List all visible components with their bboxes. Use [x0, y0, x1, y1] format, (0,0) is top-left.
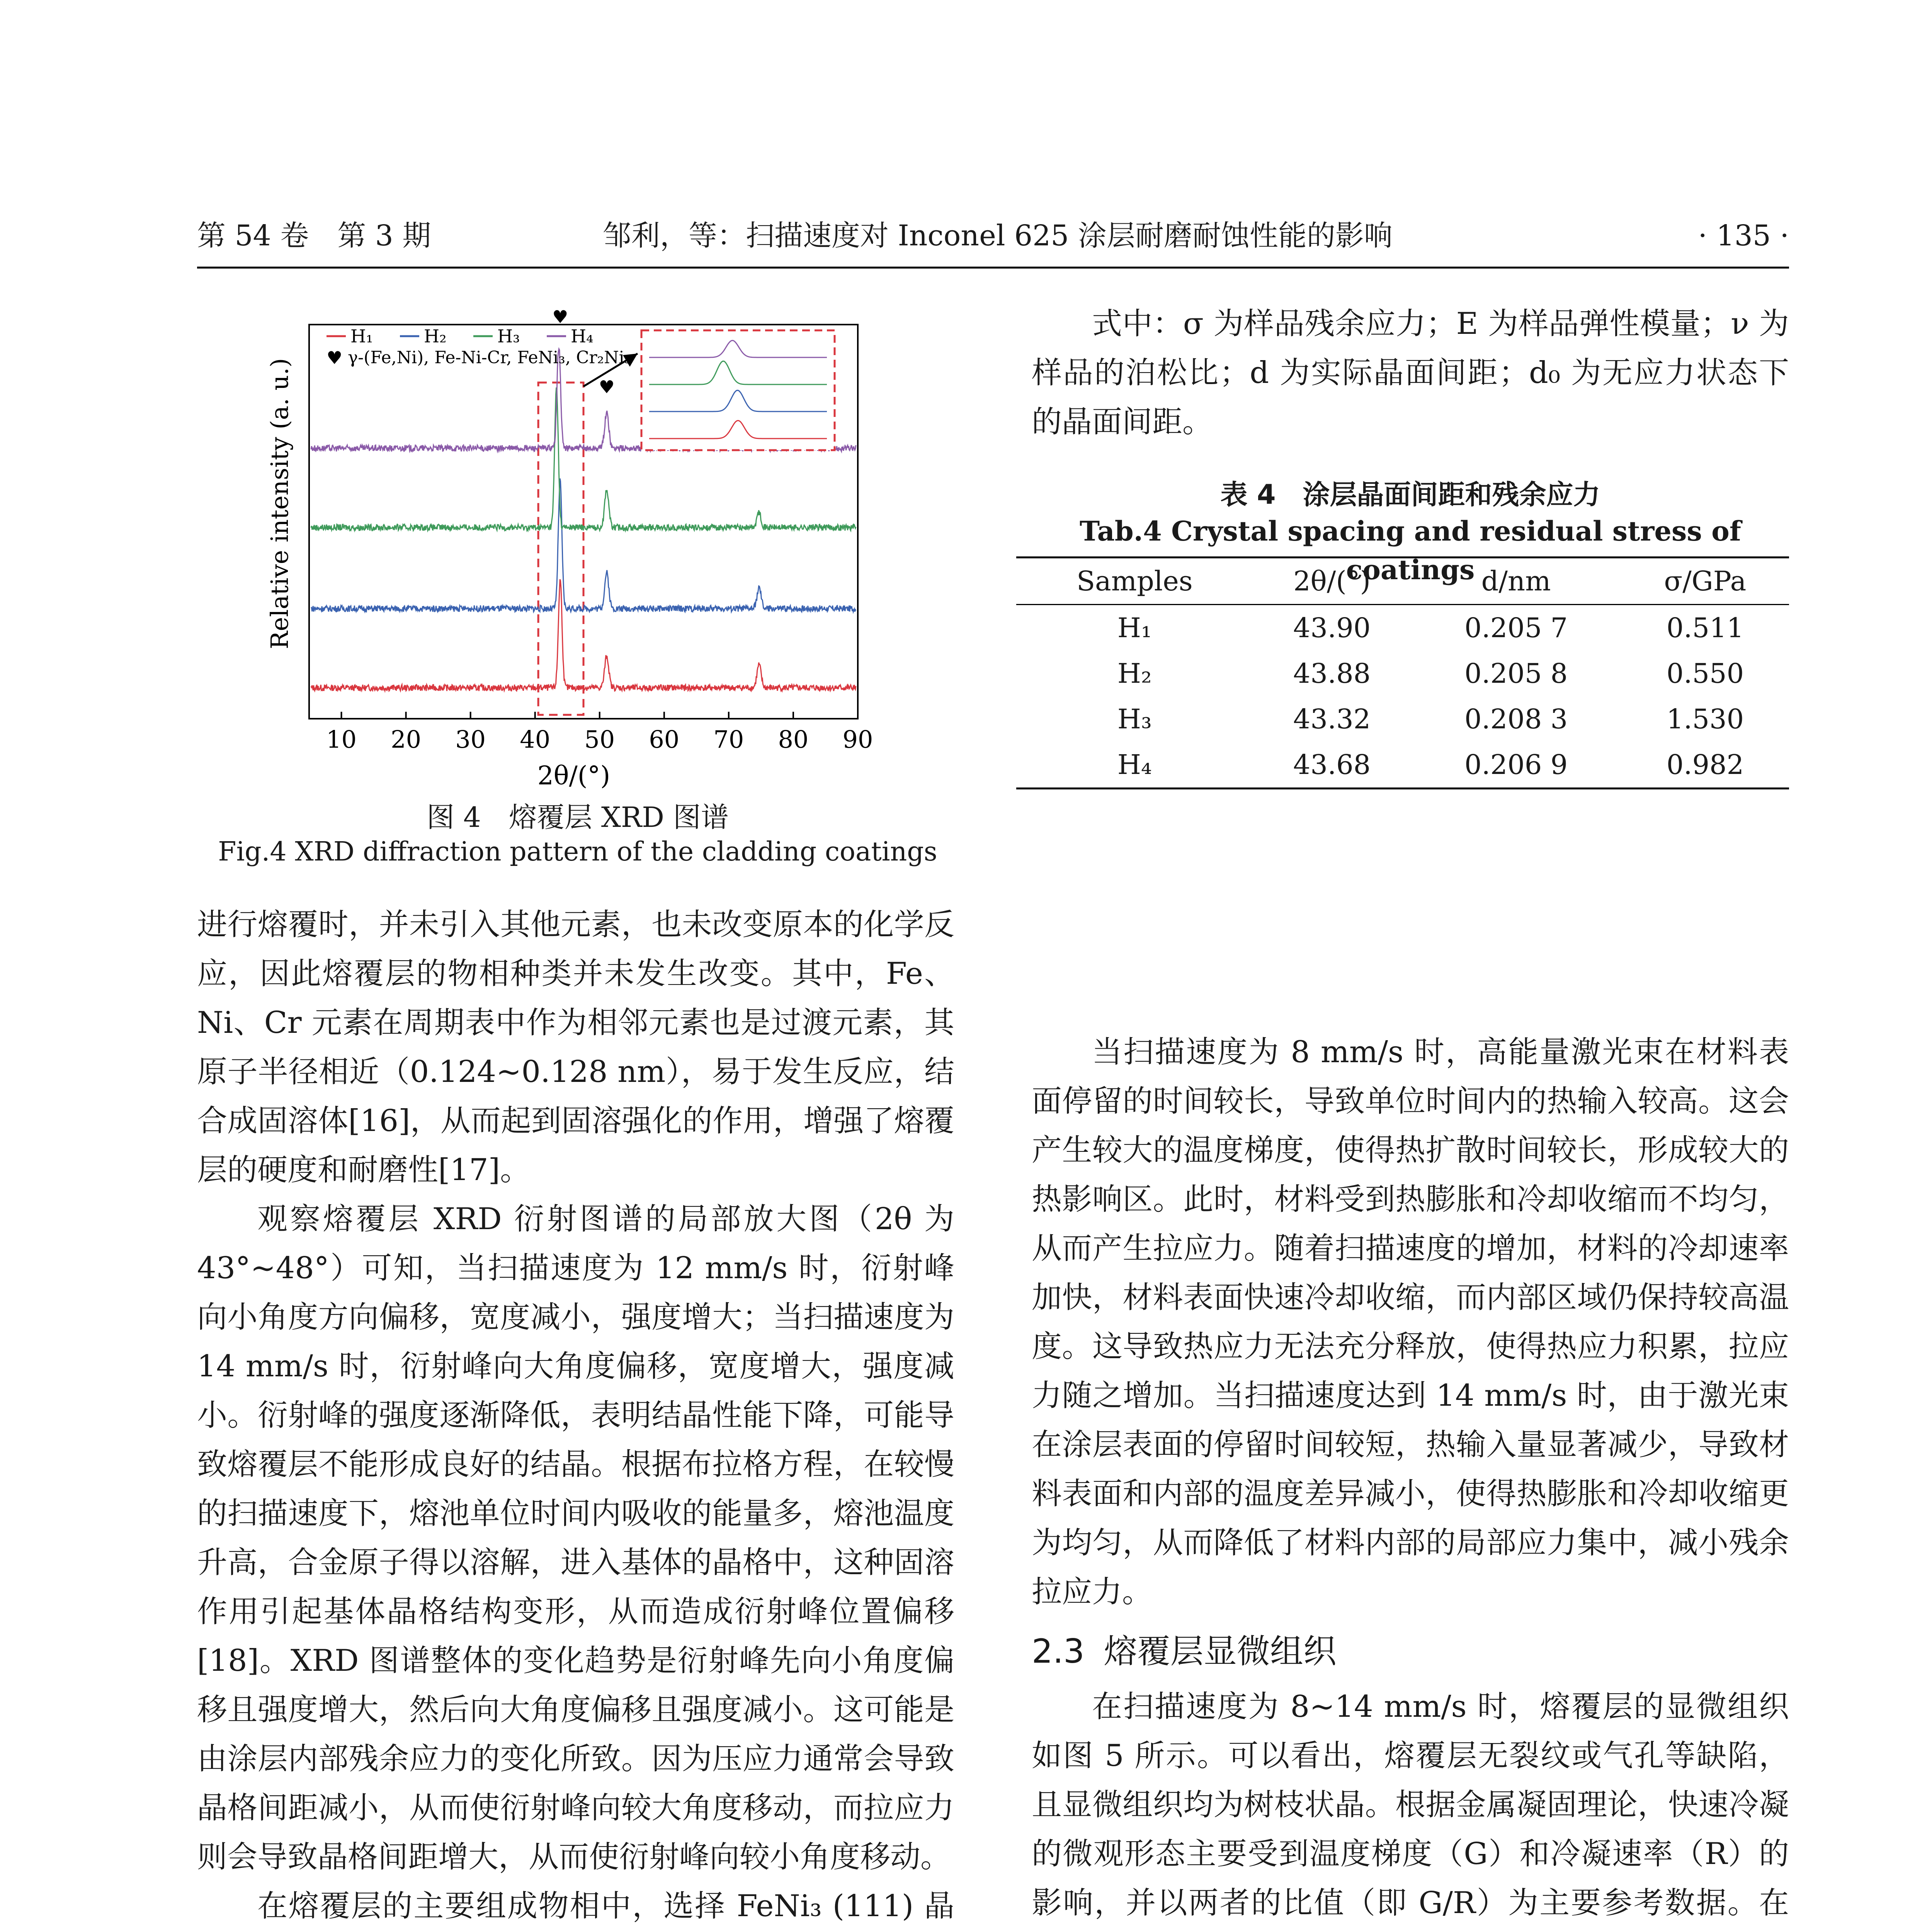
table-cell: 0.208 3	[1464, 703, 1568, 735]
table-cell: H₃	[1117, 703, 1152, 735]
left-column	[197, 900, 954, 1932]
table-title-en: Tab.4 Crystal spacing and residual stress of coatings	[1080, 515, 1741, 586]
paragraph: 在扫描速度为 8~14 mm/s 时，熔覆层的显微组织如图 5 所示。可以看出，熔覆层无裂纹或气孔等缺陷，且显微组织均为树枝状晶。根据金属凝固理论，快速冷凝的微观形态主要受到温度梯度（G）和冷凝速率（R）的影响，并以两者的比值（即 G/R）为主要参考数据。在	[1032, 1689, 1789, 1920]
marker-legend-label: γ-(Fe,Ni), Fe-Ni-Cr, FeNi₃, Cr₂Ni₃	[348, 348, 631, 367]
paragraph: 式中：σ 为样品残余应力；E 为样品弹性模量；ν 为样品的泊松比；d 为实际晶面间距；d₀ 为无应力状态下的晶面间距。	[1032, 306, 1789, 439]
table-cell: 0.205 7	[1464, 612, 1568, 644]
results-table	[1016, 556, 1789, 789]
peak-marker: ♥	[552, 306, 568, 327]
paragraph: 当扫描速度为 8 mm/s 时，高能量激光束在材料表面停留的时间较长，导致单位时间内的热输入较高。这会产生较大的温度梯度，使得热扩散时间较长，形成较大的热影响区。此时，材料受到热膨胀和冷却收缩而不均匀，从而产生拉应力。随着扫描速度的增加，材料的冷却速率加快，材料表面快速冷却收缩，而内部区域仍保持较高温度。这导致热应力无法充分释放，使得热应力积累，拉应力随之增加。当扫描速度达到 14 mm/s 时，由于激光束在涂层表面的停留时间较短，热输入量显著减少，导致材料表面和内部的温度差异减小，使得热膨胀和冷却收缩更为均匀，从而降低了材料内部的局部应力集中，减小残余拉应力。	[1032, 1035, 1789, 1609]
marker-legend-icon: ♥	[327, 347, 343, 368]
plot-area	[309, 306, 873, 753]
section-heading	[1032, 1621, 1789, 1682]
paragraph: 在熔覆层的主要组成物相中，选择 FeNi₃ (111) 晶	[257, 1889, 954, 1923]
legend	[327, 326, 594, 347]
peak-marker: ♥	[599, 376, 615, 398]
journal-volume: 第 54 卷 第 3 期	[197, 219, 431, 252]
figure-caption-en: Fig.4 XRD diffraction pattern of the cladding coatings	[218, 837, 937, 867]
page-number: · 135 ·	[1698, 219, 1789, 252]
x-tick-label: 90	[842, 725, 873, 753]
x-tick-label: 30	[455, 725, 486, 753]
x-tick-label: 70	[713, 725, 744, 753]
paragraph: 观察熔覆层 XRD 衍射图谱的局部放大图（2θ 为 43°~48°）可知，当扫描速度为 12 mm/s 时，衍射峰向小角度方向偏移，宽度减小，强度增大；当扫描速度为 14 mm/s 时，衍射峰向大角度偏移，宽度增大，强度减小。衍射峰的强度逐渐降低，表明结晶性能下降，可能导致熔覆层不能形成良好的结晶。根据布拉格方程，在较慢的扫描速度下，熔池单位时间内吸收的能量多，熔池温度升高，合金原子得以溶解，进入基体的晶格中，这种固溶作用引起基体晶格结构变形，从而造成衍射峰位置偏移[18]。XRD 图谱整体的变化趋势是衍射峰先向小角度偏移且强度增大，然后向大角度偏移且强度减小。这可能是由涂层内部残余应力的变化所致。因为压应力通常会导致晶格间距减小，从而使衍射峰向较大角度移动，而拉应力则会导致晶格间距增大，从而使衍射峰向较小角度移动。	[197, 1202, 954, 1874]
table-header-row	[1016, 558, 1789, 605]
legend-label: H₃	[497, 326, 520, 347]
section-title: 熔覆层显微组织	[1104, 1632, 1337, 1671]
table-cell: 0.206 9	[1411, 742, 1621, 789]
table-cell: 0.511	[1666, 612, 1744, 644]
table-cell: H₄	[1016, 742, 1253, 789]
legend-label: H₄	[571, 326, 594, 347]
x-tick-label: 40	[520, 725, 551, 753]
legend-label: H₂	[424, 326, 447, 347]
table-row	[1016, 696, 1789, 742]
x-tick-label: 80	[778, 725, 809, 753]
highlight-box	[538, 383, 583, 715]
column-header: d/nm	[1411, 558, 1621, 605]
section-number: 2.3	[1032, 1632, 1085, 1671]
x-tick-label: 10	[326, 725, 357, 753]
legend-label: H₁	[350, 326, 373, 347]
table-cell: 43.90	[1293, 612, 1371, 644]
y-axis-label: Relative intensity (a. u.)	[265, 358, 294, 649]
table-cell: 0.550	[1666, 658, 1744, 689]
column-header: Samples	[1016, 558, 1253, 605]
x-axis-label: 2θ/(°)	[537, 761, 611, 791]
x-tick-label: 20	[391, 725, 422, 753]
xrd-figure	[193, 294, 974, 815]
right-column	[1032, 1028, 1789, 1932]
running-title: 邹利，等：扫描速度对 Inconel 625 涂层耐磨耐蚀性能的影响	[603, 219, 1393, 252]
running-header	[197, 216, 1789, 259]
table-cell: 1.530	[1666, 703, 1744, 735]
table-cell: 0.982	[1621, 742, 1789, 789]
paragraph: 进行熔覆时，并未引入其他元素，也未改变原本的化学反应，因此熔覆层的物相种类并未发生改变。其中，Fe、Ni、Cr 元素在周期表中作为相邻元素也是过渡元素，其原子半径相近（0.124~0.128 nm），易于发生反应，结合成固溶体[16]，从而起到固溶强化的作用，增强了熔覆层的硬度和耐磨性[17]。	[197, 907, 954, 1187]
table-cell: 43.88	[1293, 658, 1371, 689]
right-column-top	[1032, 299, 1789, 447]
column-header: 2θ/(°)	[1253, 558, 1411, 605]
table-row	[1016, 651, 1789, 696]
column-header: σ/GPa	[1621, 558, 1789, 605]
x-tick-label: 50	[584, 725, 615, 753]
table-cell: 43.68	[1253, 742, 1411, 789]
table-cell: 0.205 8	[1464, 658, 1568, 689]
table-cell: H₁	[1117, 612, 1152, 644]
table-cell: 43.32	[1293, 703, 1371, 735]
table-row	[1016, 605, 1789, 651]
figure-caption-cn: 图 4 熔覆层 XRD 图谱	[427, 801, 729, 833]
x-tick-label: 60	[649, 725, 680, 753]
table-cell: H₂	[1117, 658, 1152, 689]
table-row	[1016, 742, 1789, 789]
table-title-cn: 表 4 涂层晶面间距和残余应力	[1220, 479, 1600, 510]
header-rule	[197, 267, 1789, 269]
